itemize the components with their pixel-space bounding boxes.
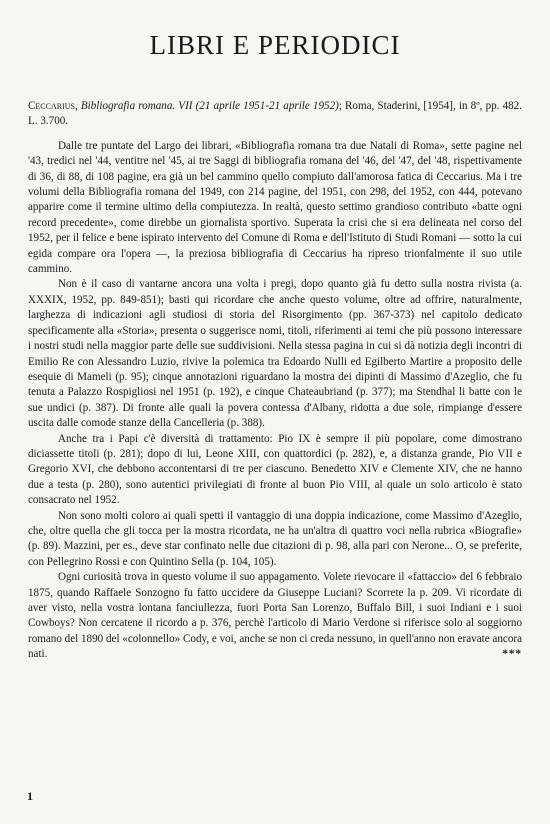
reference-publication: ; Roma, Staderini, [1954], in 8º, pp. 482. L. 3.700.: [28, 100, 523, 128]
review-paragraph-2: Non è il caso di vantarne ancora una volta i pregi, dopo quanto già fu detto sulla nostra rivista (a. XXXIX, 1952, pp. 849-851); basti qui ricordare che anche questo volume, oltre ad offrire, naturalmente, larghezza di indicazioni agli studiosi di storia del Risorgimento (pp. 367-373) nel capitolo dedicato specificamente alla «Storia», presenta o suggerisce nomi, titoli, riferimenti ai temi che più possono interessare i nostri studi nella maggior parte delle sue suddivisioni. Nella stessa pagina in cui si dà notizia degli incontri di Emilio Re con Alessandro Luzio, rivive la polemica tra Edoardo Nulli ed Egilberto Martire a proposito delle esequie di Mameli (p. 95); cinque annotazioni riguardano la mostra dei dipinti di Massimo d'Azeglio, che fu tenuta a Palazzo Rospigliosi nel 1951 (p. 192), e cinque Chateaubriand (p. 377); ma Stendhal li batte con le sue undici (p. 387). Di fronte alle quali la povera contessa d'Albany, ridotta a due sole, rimpiange d'essere uscita dalle comode stanze della Cancelleria (p. 388).: [28, 278, 522, 430]
review-paragraph-3: Anche tra i Papi c'è diversità di trattamento: Pio IX è sempre il più popolare, come dimostrano diciassette titoli (p. 281); dopo di lui, Leone XIII, con quattordici (p. 282), e, a distanza grande, Pio VII e Gregorio XVI, che debbono accontentarsi di tre per ciascuno. Benedetto XIV e Clemente XIV, che ne hanno due a testa (p. 280), sono autentici privilegiati di fronte al buon Pio VIII, al quale un solo articolo è stato consacrato nel 1952.: [28, 432, 522, 507]
reference-book-title: Bibliografia romana. VII (21 aprile 1951-21 aprile 1952): [80, 100, 339, 112]
book-reference: [28, 99, 522, 130]
review-paragraph-5-text: Ogni curiosità trova in questo volume il suo appagamento. Volete rievocare il «fattaccio» del 6 febbraio 1875, quando Raffaele Sonzogno fu fatto uccidere da Giuseppe Luciani? Scorrete la p. 209. Vi ricordate di aver visto, nella vostra lontana fanciullezza, fuori Porta San Lorenzo, Buffalo Bill, i suoi Indiani e i suoi Cowboys? Non cercatene il ricordo a p. 376, perchè l'articolo di Mario Verdone si riferisce solo al soggiorno romano del 1890 del «colonnello» Cody, e voi, anche se non ci creda nessuno, in quell'anno non eravate ancora nati.: [28, 571, 522, 661]
review-paragraph-5: [28, 570, 522, 662]
section-title: LIBRI E PERIODICI: [149, 30, 401, 60]
page: [28, 30, 522, 663]
reference-author: Ceccarius: [28, 100, 75, 112]
reference-separator: ,: [74, 100, 81, 112]
review-paragraph-4: Non sono molti coloro ai quali spetti il vantaggio di una doppia indicazione, come Massimo d'Azeglio, che, oltre quella che gli tocca per la mostra ricordata, ne ha un'altra di quattro voci nella rubrica «Biografie» (p. 89). Mazzini, per es., deve star confinato nelle due citazioni di p. 98, alla pari con Nerone... O, se preferite, con Pellegrino Rossi e con Quintino Sella (p. 104, 105).: [28, 509, 522, 568]
page-number: 1: [27, 789, 33, 803]
end-mark: ***: [502, 648, 522, 661]
review-paragraph-1: Dalle tre puntate del Largo dei librari, «Bibliografia romana tra due Natali di Roma», sette pagine nel '43, tredici nel '44, ventitre nel '45, ai tre Saggi di bibliografia romana del '46, del '47, del '48, rispettivamente di 36, di 88, di 108 pagine, era già un bel cammino quello compiuto dall'amorosa fatica di Ceccarius. Ma i tre volumi della Bibliografia romana del 1949, con 214 pagine, del 1951, con 298, del 1952, con 444, potevano apparire come il termine ultimo della compiutezza. In realtà, questo settimo grandioso contributo «batte ogni record precedente», come direbbe un giornalista sportivo. Superata la crisi che si era delineata nel corso del 1952, per il felice e bene ispirato intervento del Comune di Roma e dell'Istituto di Studi Romani — sotto la cui egida compare ora l'opera —, la preziosa bibliografia di Ceccarius ha ripreso trionfalmente il suo utile cammino.: [28, 139, 522, 276]
